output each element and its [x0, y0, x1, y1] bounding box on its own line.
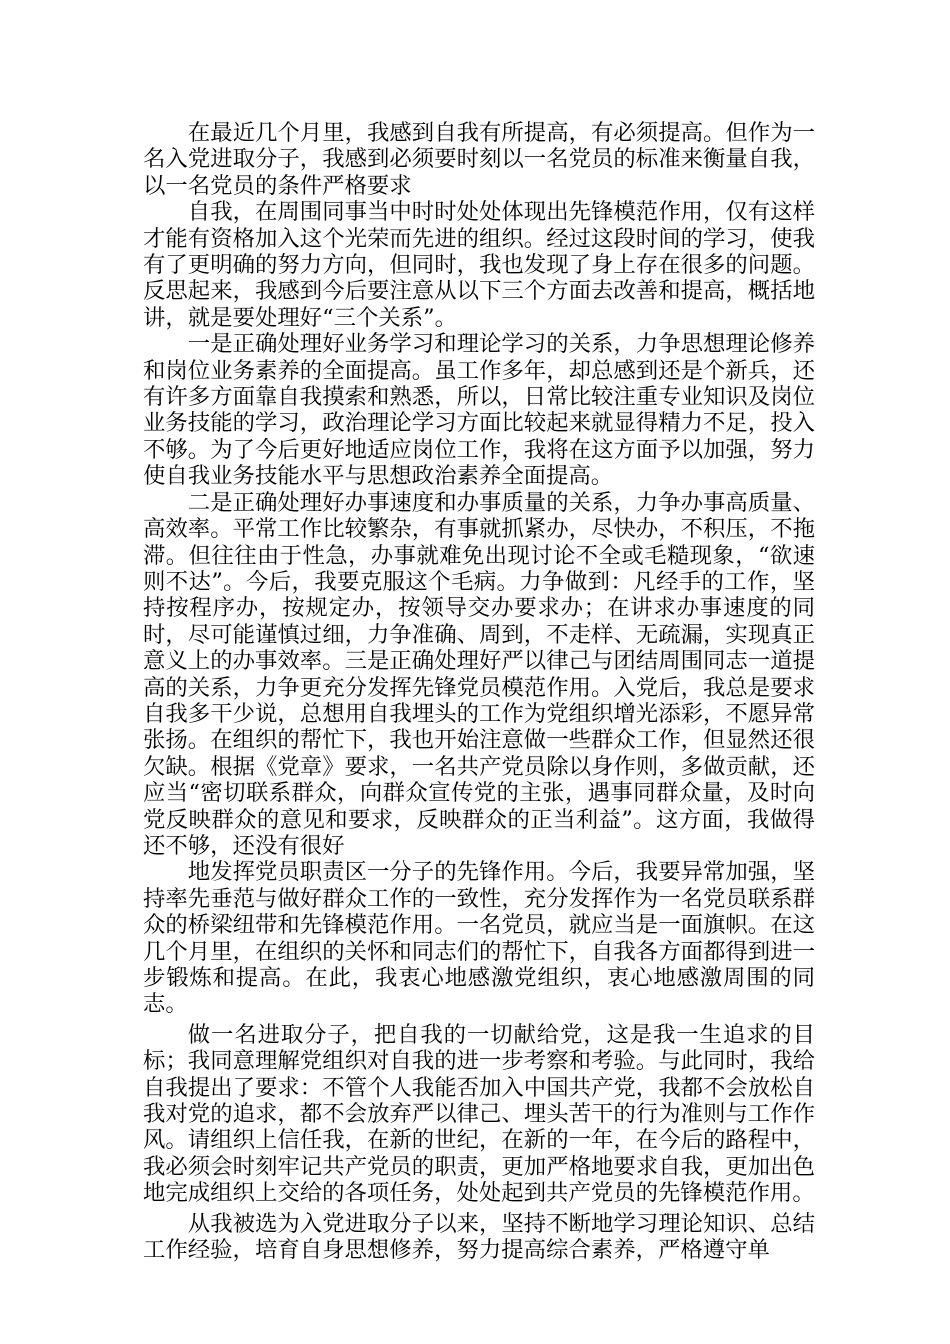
paragraph-7: 从我被选为入党进取分子以来，坚持不断地学习理论知识、总结工作经验，培育自身思想修养，努力提高综合素养，严格遵守单 — [143, 1210, 815, 1264]
paragraph-1: 在最近几个月里，我感到自我有所提高，有必须提高。但作为一名入党进取分子，我感到必须要时刻以一名党员的标准来衡量自我，以一名党员的条件严格要求 — [143, 120, 815, 199]
paragraph-3: 一是正确处理好业务学习和理论学习的关系，力争思想理论修养和岗位业务素养的全面提高。虽工作多年，却总感到还是个新兵，还有许多方面靠自我摸索和熟悉，所以，日常比较注重专业知识及岗位业务技能的学习，政治理论学习方面比较起来就显得精力不足，投入不够。为了今后更好地适应岗位工作，我将在这方面予以加强，努力使自我业务技能水平与思想政治素养全面提高。 — [143, 331, 815, 490]
paragraph-5: 地发挥党员职责区一分子的先锋作用。今后，我要异常加强，坚持率先垂范与做好群众工作的一致性，充分发挥作为一名党员联系群众的桥梁纽带和先锋模范作用。一名党员，就应当是一面旗帜。在这几个月里，在组织的关怀和同志们的帮忙下，自我各方面都得到进一 步锻炼和提高。在此，我衷心地感激党组织，衷心地感激周围的同志。 — [143, 859, 815, 1018]
document-page — [143, 120, 815, 1263]
paragraph-6: 做一名进取分子，把自我的一切献给党，这是我一生追求的目标；我同意理解党组织对自我的进一步考察和考验。与此同时，我给自我提出了要求：不管个人我能否加入中国共产党，我都不会放松自我对党的追求，都不会放弃严以律己、埋头苦干的行为准则与工作作风。请组织上信任我，在新的世纪，在新的一年，在今后的路程中，我必须会时刻牢记共产党员的职责，更加严格地要求自我，更加出色地完成组织上交给的各项任务，处处起到共产党员的先锋模范作用。 — [143, 1021, 815, 1207]
paragraph-2: 自我，在周围同事当中时时处处体现出先锋模范作用，仅有这样才能有资格加入这个光荣而先进的组织。经过这段时间的学习，使我有了更明确的努力方向，但同时，我也发现了身上存在很多的问题。反思起来，我感到今后要注意从以下三个方面去改善和提高，概括地讲，就是要处理好“三个关系”。 — [143, 199, 815, 331]
paragraph-4: 二是正确处理好办事速度和办事质量的关系，力争办事高质量、高效率。平常工作比较繁杂，有事就抓紧办，尽快办，不积压，不拖滞。但往往由于性急，办事就难免出现讨论不全或毛糙现象，“欲速则不达”。今后，我要克服这个毛病。力争做到：凡经手的工作，坚持按程序办，按规定办，按领导交办要求办；在讲求办事速度的同时，尽可能谨慎过细，力争准确、周到，不走样、无疏漏，实现真正意义上的办事效率。三是正确处理好严以律己与团结周围同志一道提高的关系，力争更充分发挥先锋党员模范作用。入党后，我总是要求自我多干少说，总想用自我埋头的工作为党组织增光添彩，不愿异常张扬。在组织的帮忙下，我也开始注意做一些群众工作，但显然还很欠缺。根据《党章》要求，一名共产党员除以身作则，多做贡献，还应当“密切联系群众，向群众宣传党的主张，遇事同群众量，及时向党反映群众的意见和要求，反映群众的正当利益”。这方面，我做得还不够，还没有很好 — [143, 489, 815, 859]
